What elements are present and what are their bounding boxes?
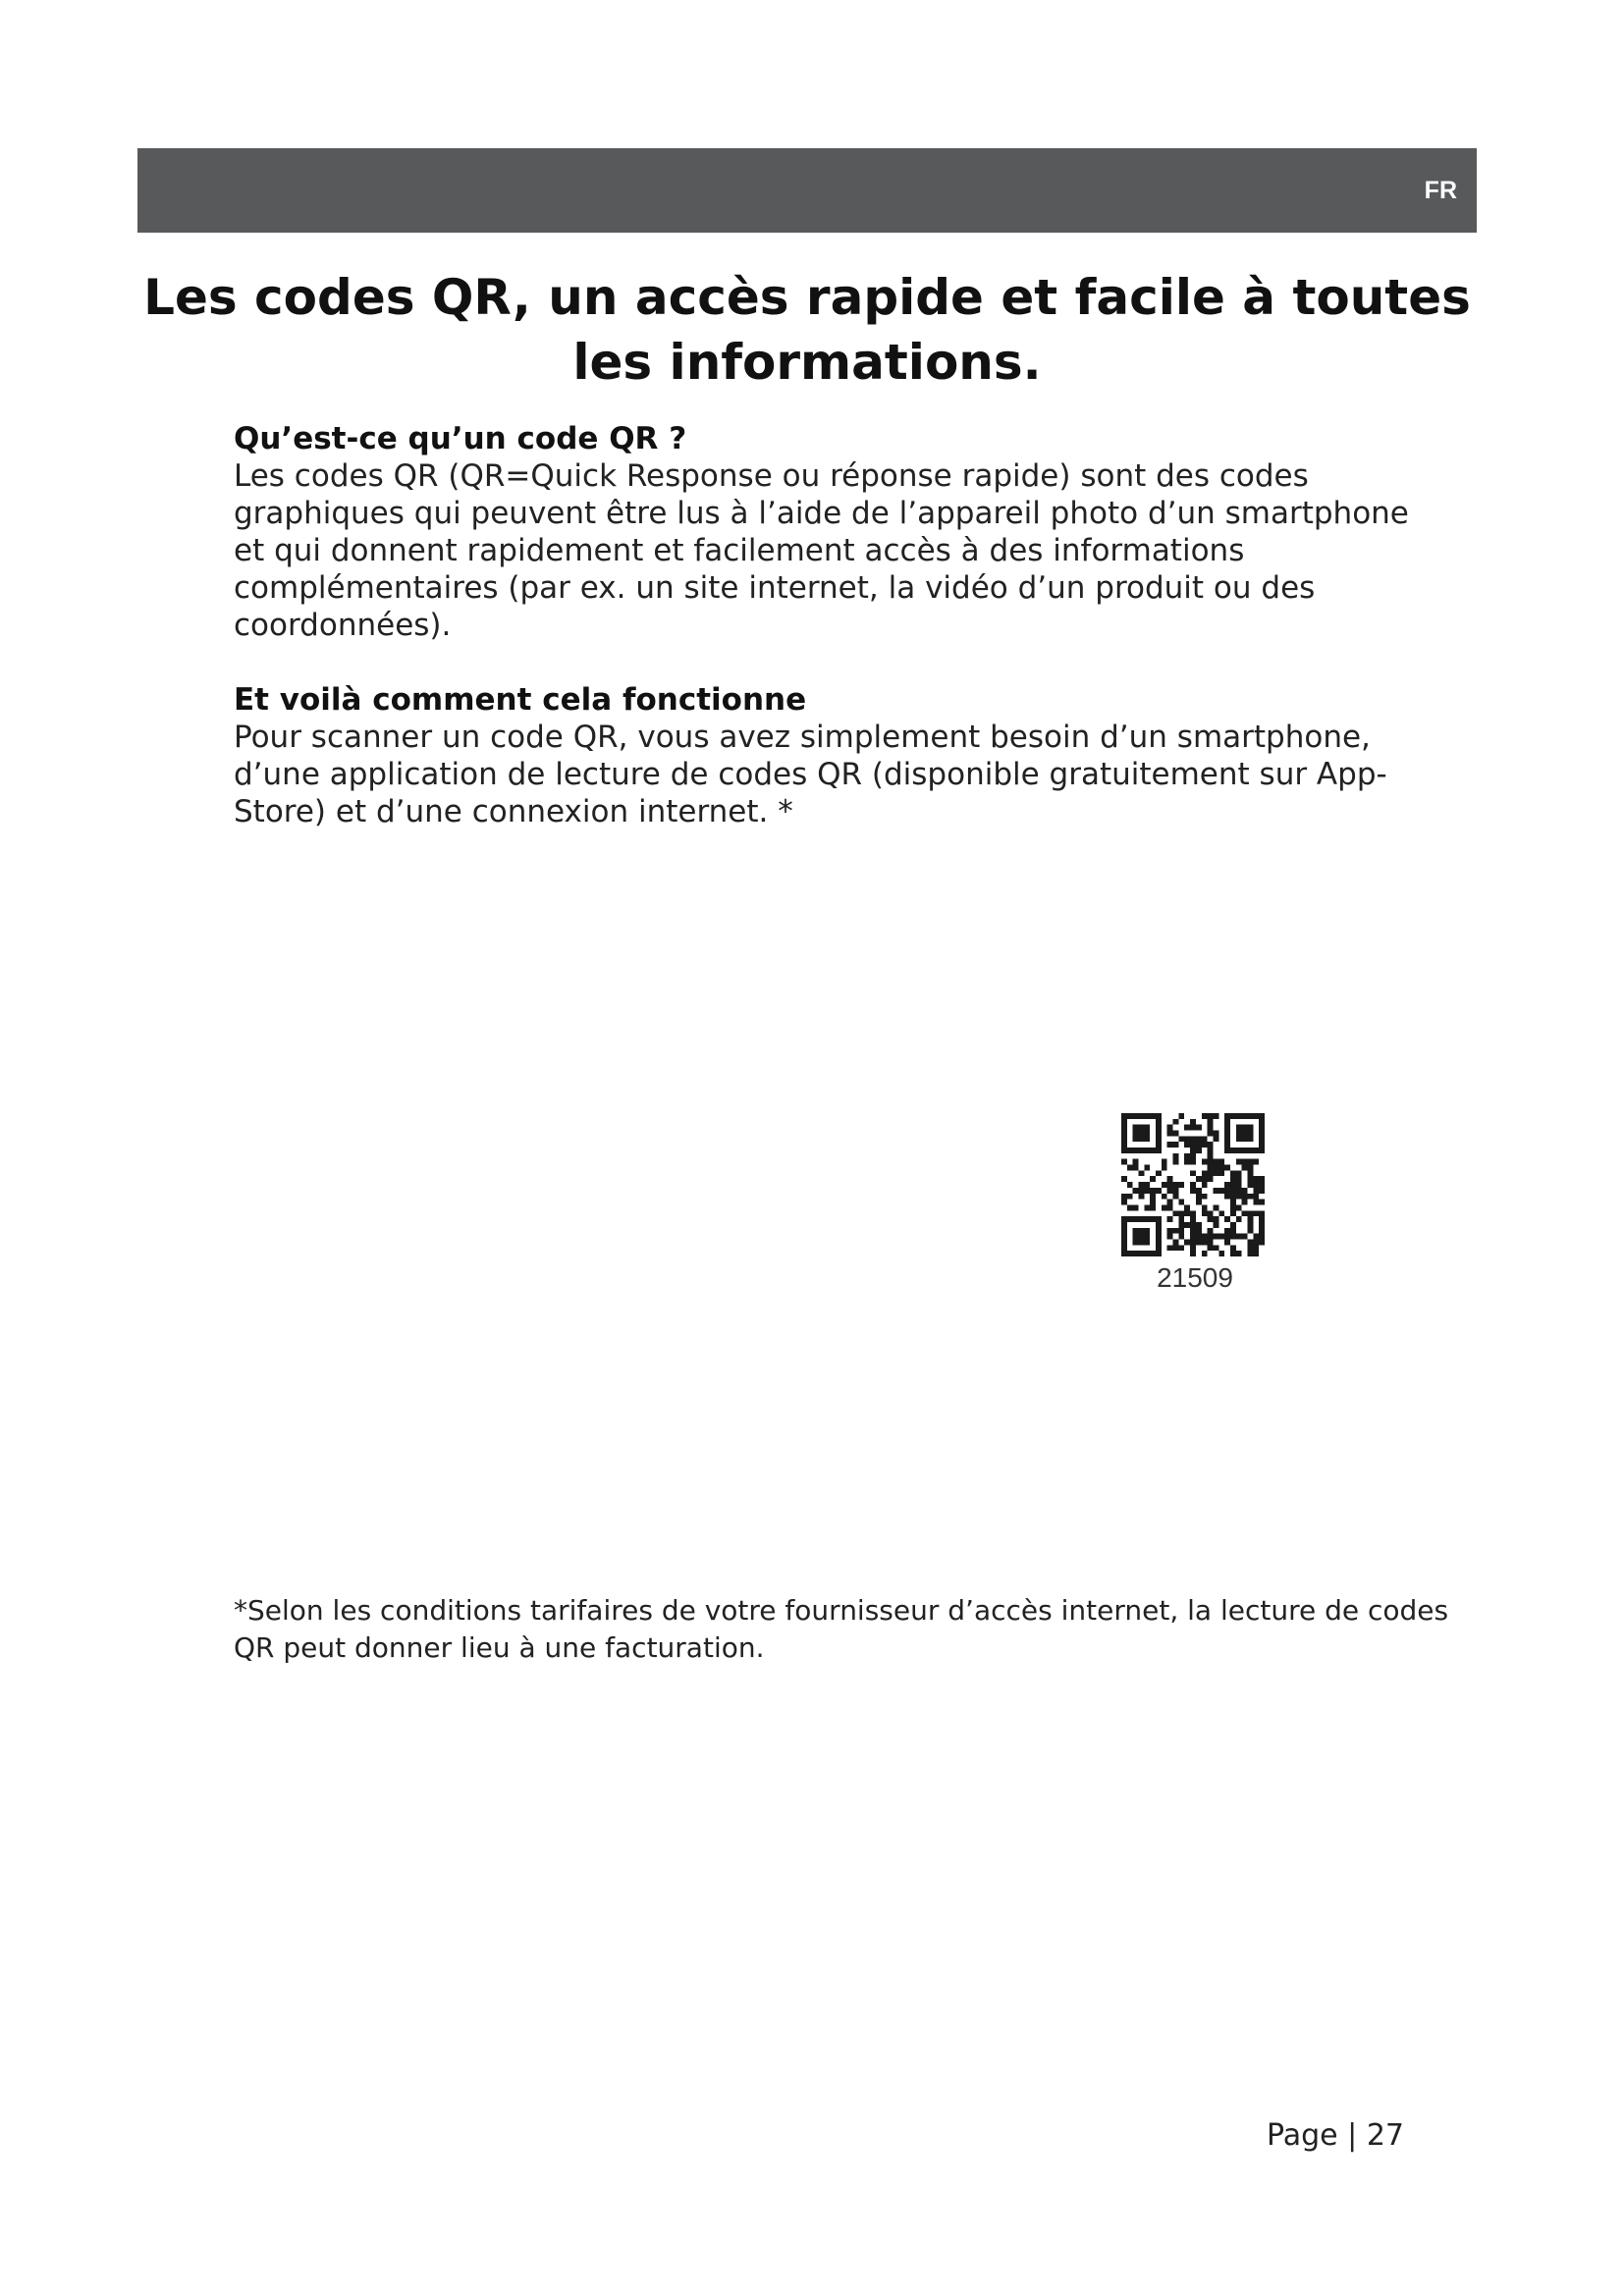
footnote: *Selon les conditions tarifaires de votre fournisseur d’accès internet, la lecture de codes QR peut donner lieu à une facturation. — [234, 1594, 1449, 1664]
section-heading: Qu’est-ce qu’un code QR ? — [234, 421, 687, 456]
section-what-is-qr — [234, 420, 1441, 644]
section-body: Les codes QR (QR=Quick Response ou réponse rapide) sont des codes graphiques qui peuvent être lus à l’aide de l’appareil photo d’un smartphone et qui donnent rapidement et facilement accès à des informations complémentaires (par ex. un site internet, la vidéo d’un produit ou des coordonnées). — [234, 458, 1409, 643]
main-content — [234, 420, 1441, 830]
qr-code-number: 21509 — [1157, 1262, 1233, 1293]
qr-code-block — [1121, 1113, 1269, 1294]
language-tag: FR — [1424, 176, 1457, 204]
section-how-it-works — [234, 681, 1441, 830]
section-heading: Et voilà comment cela fonctionne — [234, 682, 807, 718]
header-bar — [137, 148, 1477, 233]
page-number: Page | 27 — [1267, 2118, 1404, 2153]
page-title: Les codes QR, un accès rapide et facile à toutes les informations. — [143, 269, 1471, 391]
section-body: Pour scanner un code QR, vous avez simplement besoin d’un smartphone, d’une application de lecture de codes QR (disponible gratuitement sur App-Store) et d’une connexion internet. * — [234, 720, 1387, 829]
qr-code-icon — [1121, 1113, 1265, 1256]
